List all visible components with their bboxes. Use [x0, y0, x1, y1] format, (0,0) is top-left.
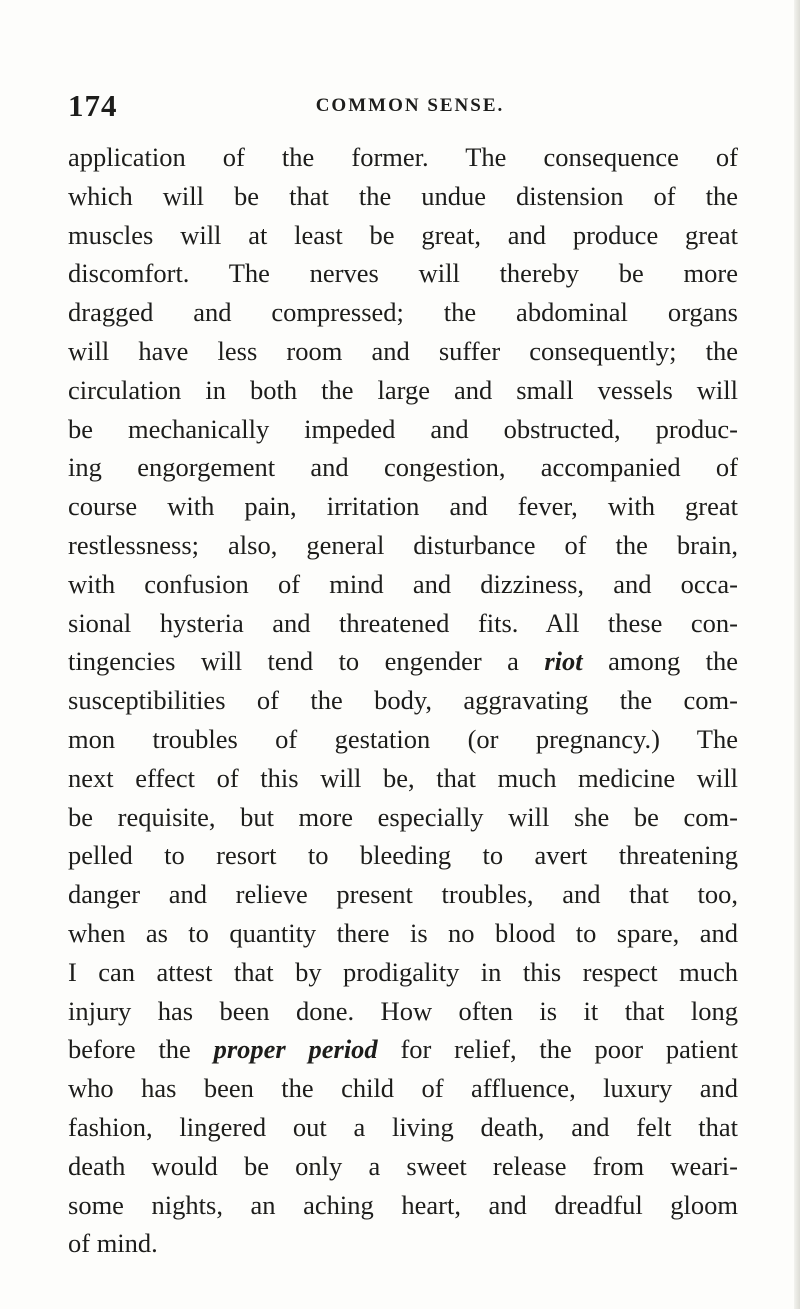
- text-segment: before the: [68, 1034, 214, 1065]
- text-line: pelled to resort to bleeding to avert threatening: [68, 840, 738, 871]
- text-line: be requisite, but more especially will she be com-: [68, 801, 738, 832]
- text-line: muscles will at least be great, and produce great: [68, 219, 738, 250]
- text-line: fashion, lingered out a living death, and felt that: [68, 1111, 738, 1142]
- text-line: which will be that the undue distension of the: [68, 180, 738, 211]
- text-line: will have less room and suffer consequently; the: [68, 335, 738, 366]
- text-segment: among the: [582, 646, 738, 677]
- italic-emphasis: proper period: [213, 1034, 378, 1065]
- text-line: susceptibilities of the body, aggravating the com-: [68, 685, 738, 716]
- text-line: death would be only a sweet release from weari-: [68, 1150, 738, 1181]
- text-segment: tingencies will tend to engender a: [68, 646, 545, 677]
- text-line: sional hysteria and threatened fits. All these con-: [68, 607, 738, 638]
- running-title: COMMON SENSE.: [315, 95, 505, 116]
- text-line: restlessness; also, general disturbance of the brain,: [68, 529, 738, 560]
- text-line: who has been the child of affluence, luxury and: [68, 1073, 738, 1104]
- text-line: danger and relieve present troubles, and that too,: [68, 879, 738, 910]
- text-line: be mechanically impeded and obstructed, produc-: [68, 413, 738, 444]
- page-number: 174: [68, 88, 118, 123]
- text-line: some nights, an aching heart, and dreadful gloom: [68, 1189, 738, 1220]
- text-line: application of the former. The consequence of: [68, 142, 738, 172]
- text-line: next effect of this will be, that much medicine will: [68, 762, 738, 793]
- page-edge: [794, 0, 800, 1309]
- text-line: [68, 1030, 738, 1069]
- text-line: [68, 642, 738, 681]
- text-line: of mind.: [68, 1228, 158, 1259]
- body-text: [68, 138, 738, 1263]
- text-line: mon troubles of gestation (or pregnancy.) The: [68, 723, 738, 754]
- text-segment: for relief, the poor patient: [377, 1034, 738, 1065]
- text-line: when as to quantity there is no blood to spare, and: [68, 917, 738, 948]
- text-line: dragged and compressed; the abdominal organs: [68, 297, 738, 328]
- italic-emphasis: riot: [544, 646, 583, 677]
- text-line: discomfort. The nerves will thereby be more: [68, 258, 738, 289]
- text-line: ing engorgement and congestion, accompanied of: [68, 452, 738, 483]
- text-line: I can attest that by prodigality in this respect much: [68, 956, 738, 987]
- text-line: injury has been done. How often is it that long: [68, 995, 738, 1026]
- text-line: course with pain, irritation and fever, with great: [68, 491, 738, 522]
- text-line: circulation in both the large and small vessels will: [68, 374, 738, 405]
- text-line: with confusion of mind and dizziness, and occa-: [68, 568, 738, 599]
